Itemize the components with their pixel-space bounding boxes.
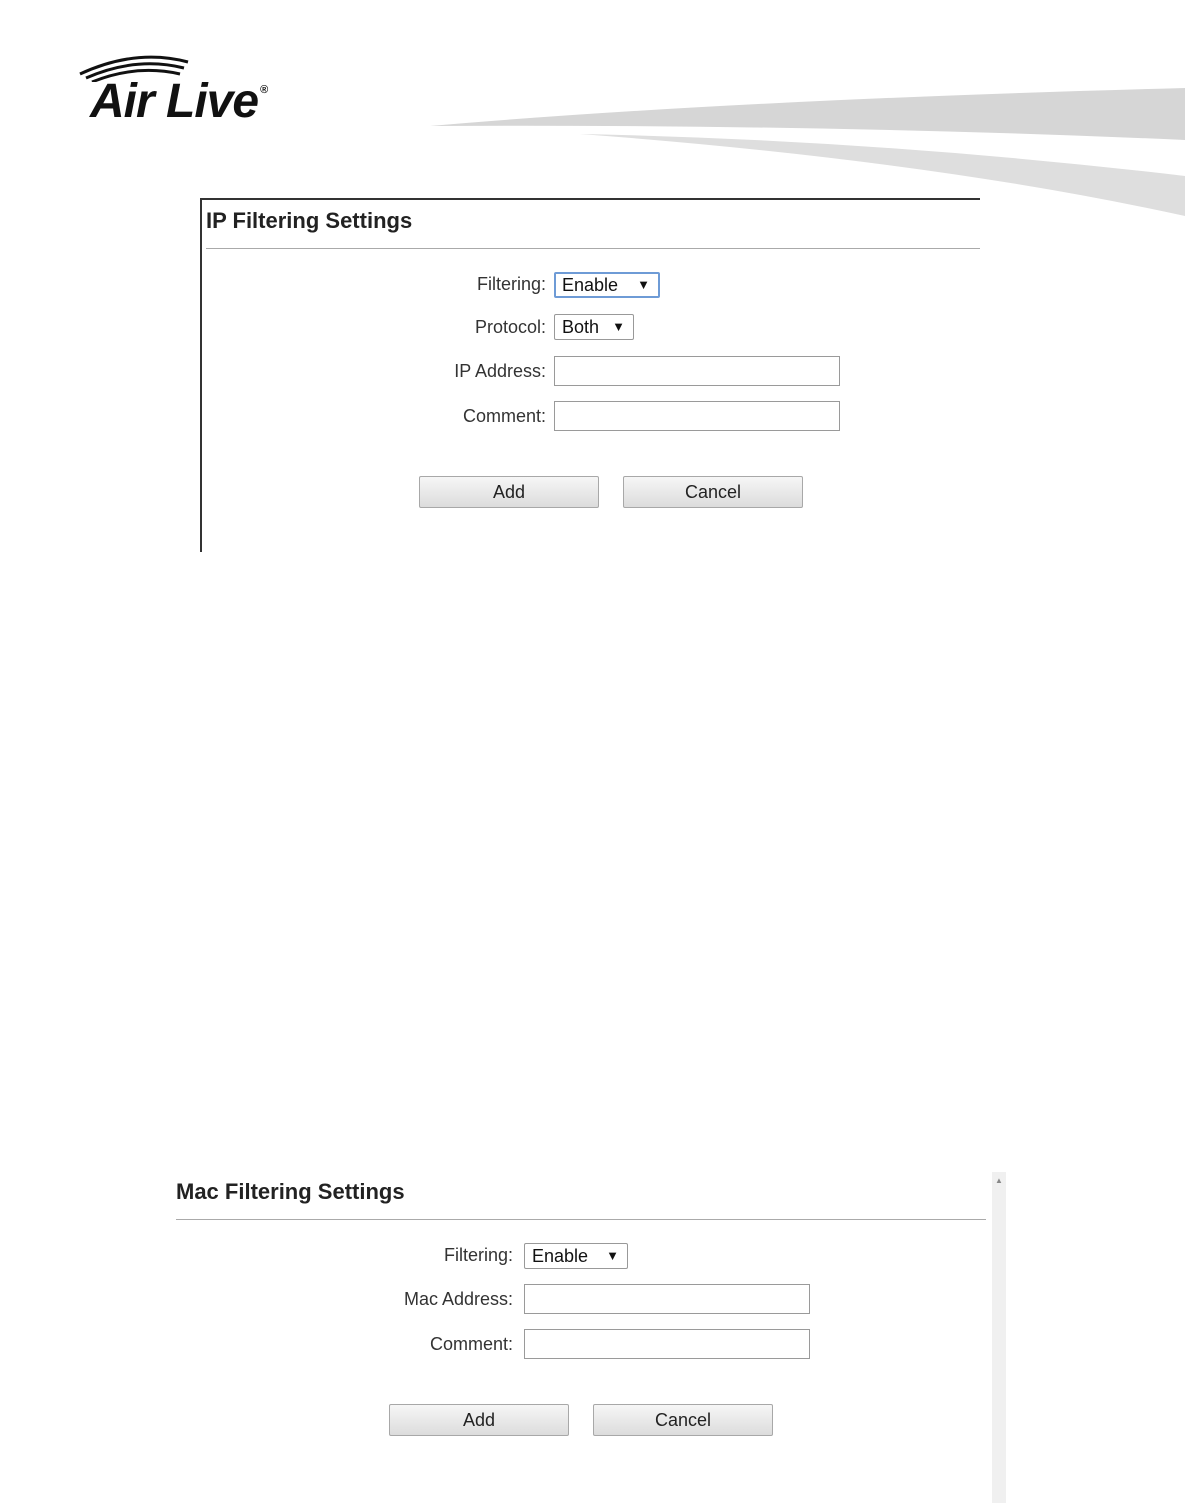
mac-address-input[interactable] [524, 1284, 810, 1314]
registered-mark: ® [260, 84, 268, 96]
ip-address-input[interactable] [554, 356, 840, 386]
mac-filtering-panel [170, 1168, 990, 1468]
filtering-select[interactable] [554, 272, 660, 298]
chevron-down-icon: ▼ [637, 277, 650, 292]
protocol-select-value: Both [562, 317, 600, 337]
cancel-button[interactable]: Cancel [593, 1404, 773, 1436]
logo-text: Air Live ® [90, 75, 268, 128]
mac-address-label: Mac Address: [403, 1289, 513, 1309]
comment-input[interactable] [554, 401, 840, 431]
ip-address-label: IP Address: [454, 361, 546, 381]
filtering-select-value: Enable [532, 1246, 589, 1266]
comment-label: Comment: [462, 406, 546, 426]
comment-input[interactable] [524, 1329, 810, 1359]
comment-label: Comment: [429, 1334, 513, 1354]
title-divider [176, 1219, 986, 1220]
chevron-down-icon: ▼ [606, 1248, 619, 1263]
airlive-logo [72, 52, 362, 132]
filtering-select-value: Enable [562, 275, 619, 295]
page-title: Mac Filtering Settings [176, 1179, 405, 1204]
ip-filtering-panel [200, 198, 980, 552]
scroll-up-icon[interactable]: ▲ [995, 1176, 1003, 1185]
page-title: IP Filtering Settings [206, 208, 413, 233]
cancel-button[interactable]: Cancel [623, 476, 803, 508]
protocol-label: Protocol: [474, 317, 546, 337]
filtering-select[interactable] [524, 1243, 628, 1269]
add-button[interactable]: Add [389, 1404, 569, 1436]
vertical-scrollbar[interactable] [992, 1172, 1006, 1503]
title-divider [206, 248, 980, 249]
chevron-down-icon: ▼ [612, 319, 625, 334]
add-button[interactable]: Add [419, 476, 599, 508]
protocol-select[interactable] [554, 314, 634, 340]
filtering-label: Filtering: [476, 274, 546, 294]
filtering-label: Filtering: [443, 1245, 513, 1265]
